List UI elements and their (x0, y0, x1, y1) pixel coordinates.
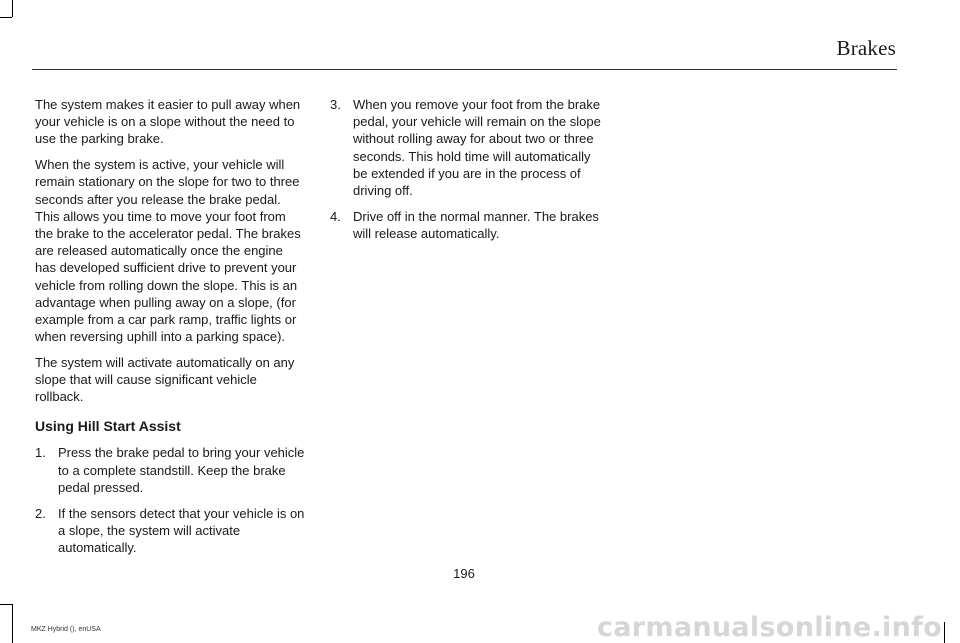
crop-mark-bottom-left-horizontal (0, 604, 12, 605)
step-number: 2. (35, 505, 46, 521)
crop-mark-bottom-left-vertical (12, 604, 13, 643)
step-text: Press the brake pedal to bring your vehicle to a complete standstill. Keep the brake pedal pressed. (58, 445, 305, 495)
paragraph: The system will activate automatically on any slope that will cause significant vehicle rollback. (35, 354, 295, 405)
list-item (35, 505, 307, 557)
crop-mark-top-left-vertical (12, 0, 13, 17)
crop-mark-bottom-right-vertical (944, 622, 945, 643)
list-item (35, 444, 307, 496)
document-label: MKZ Hybrid (), enUSA (31, 626, 101, 633)
step-number: 3. (330, 97, 341, 112)
section-heading: Using Hill Start Assist (35, 418, 181, 435)
left-column (35, 96, 307, 565)
step-text: When you remove your foot from the brake pedal, your vehicle will remain on the slope without rolling away for about two or three seconds. This hold time will automatically be extended if you are in the process of driving off. (353, 97, 601, 199)
steps-list (35, 444, 307, 556)
steps-list (330, 96, 602, 242)
crop-mark-top-left-horizontal (0, 17, 12, 18)
middle-column (330, 96, 602, 251)
watermark: carmanualsonline.info (596, 612, 942, 643)
step-text: Drive off in the normal manner. The brakes will release automatically. (353, 208, 599, 241)
step-number: 1. (35, 445, 46, 461)
paragraph: The system makes it easier to pull away when your vehicle is on a slope without the need to use the parking brake. (35, 97, 301, 147)
header-divider (32, 69, 897, 70)
paragraph: When the system is active, your vehicle will remain stationary on the slope for two to three seconds after you release the brake pedal. This allows you time to move your foot from the brake to the accelerator pedal. The brakes are released automatically once the engine has developed sufficient drive to prevent your vehicle from rolling down the slope. This is an advantage when pulling away on a slope, (for example from a car park ramp, traffic lights or when reversing uphill into a parking space). (35, 157, 301, 345)
step-number: 4. (330, 208, 341, 224)
list-item (330, 96, 602, 199)
list-item (330, 208, 602, 242)
page-number: 196 (453, 566, 475, 581)
page-title: Brakes (836, 36, 896, 60)
step-text: If the sensors detect that your vehicle is on a slope, the system will activate automatically. (58, 505, 305, 555)
